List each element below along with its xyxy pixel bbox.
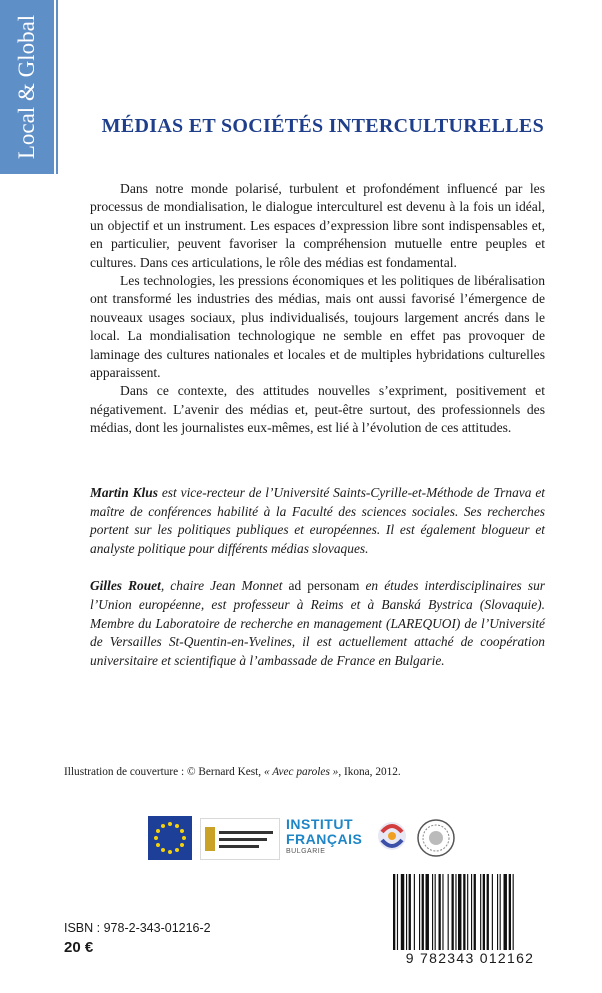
barcode-digits: 9 782343 012162 <box>405 950 535 966</box>
isbn-number: ISBN : 978-2-343-01216-2 <box>64 921 211 935</box>
blurb-paragraph-1: Dans notre monde polarisé, turbulent et profondément influencé par les processus de mondialisation, le dialogue interculturel est devenu à la fois un idéal, un objectif et un instrument. Les espaces d’expression libre sont indispensables et, en particulier, peuvent favoriser la compréhension mutuelle entre peuples et cultures. Dans ces articulations, le rôle des médias est fondamental. <box>90 181 545 270</box>
institut-line-3: BULGARIE <box>286 848 326 855</box>
university-logo <box>200 818 280 860</box>
book-title: MÉDIAS ET SOCIÉTÉS INTERCULTURELLES <box>101 115 544 137</box>
institut-line-2: FRANÇAIS <box>286 831 363 847</box>
institut-line-1: INSTITUT <box>286 816 353 832</box>
series-divider <box>56 0 58 174</box>
blurb-paragraph-2: Les technologies, les pressions économiques et les politiques de libéralisation ont transformé les industries des médias, mais ont aussi favorisé l’émergence de nouveaux usages sociaux, plus individualisés, toujours largement ancrés dans le local. La mondialisation technologique ne semble en effet pas provoquer de laminage des cultures nationales et locales et de multiples hybridations culturelles apparaissent. <box>90 273 545 381</box>
bio-text-rouet-b: ad personam <box>288 578 360 594</box>
bio-text-klus: est vice-recteur de l’Université Saints-Cyrille-et-Méthode de Trnava et maître de conférences habilité à la Faculté des sciences sociales. Ses recherches portent sur les politiques publiques et européennes. Il est également blogueur et analyste politique pour différents médias slovaques. <box>90 485 545 556</box>
series-tab <box>0 0 54 174</box>
credit-work: « Avec paroles » <box>263 766 339 778</box>
university-seal-logo <box>416 818 456 858</box>
institut-francais-logo <box>286 814 368 862</box>
credit-prefix: Illustration de couverture : © Bernard Kest, <box>64 766 264 778</box>
blurb-paragraph-3: Dans ce contexte, des attitudes nouvelles s’expriment, positivement et négativement. L’avenir des médias et, peut-être surtout, des professionnels des médias, dont les journalistes eux-mêmes, est lié à l’évolution de ces attitudes. <box>90 383 545 436</box>
bio-gilles-rouet <box>90 577 545 670</box>
author-name-rouet: Gilles Rouet <box>90 578 161 594</box>
isbn-barcode <box>393 874 545 956</box>
author-bios <box>90 484 545 689</box>
cover-illustration-credit <box>64 766 544 778</box>
partner-logos <box>148 812 458 864</box>
price: 20 € <box>64 939 94 956</box>
bio-text-rouet-a: , chaire Jean Monnet <box>160 578 289 594</box>
bio-martin-klus <box>90 484 545 558</box>
series-name: Local & Global <box>14 14 39 160</box>
eu-flag-logo <box>148 816 192 860</box>
bio-text-rouet-c: en études interdisciplinaires sur l’Union européenne, est professeur à Reims et à Banská Bystrica (Slovaquie). Membre du Laboratoire de recherche en management (LAREQUOI) de l’Université de Versailles St-Quentin-en-Yvelines, il est actuellement attaché de coopération universitaire et scientifique à l’ambassade de France en Bulgarie. <box>90 578 545 668</box>
back-cover-blurb <box>90 180 545 438</box>
credit-suffix: , Ikona, 2012. <box>338 766 401 778</box>
larequoi-logo <box>374 814 410 862</box>
author-name-klus: Martin Klus <box>90 485 158 500</box>
